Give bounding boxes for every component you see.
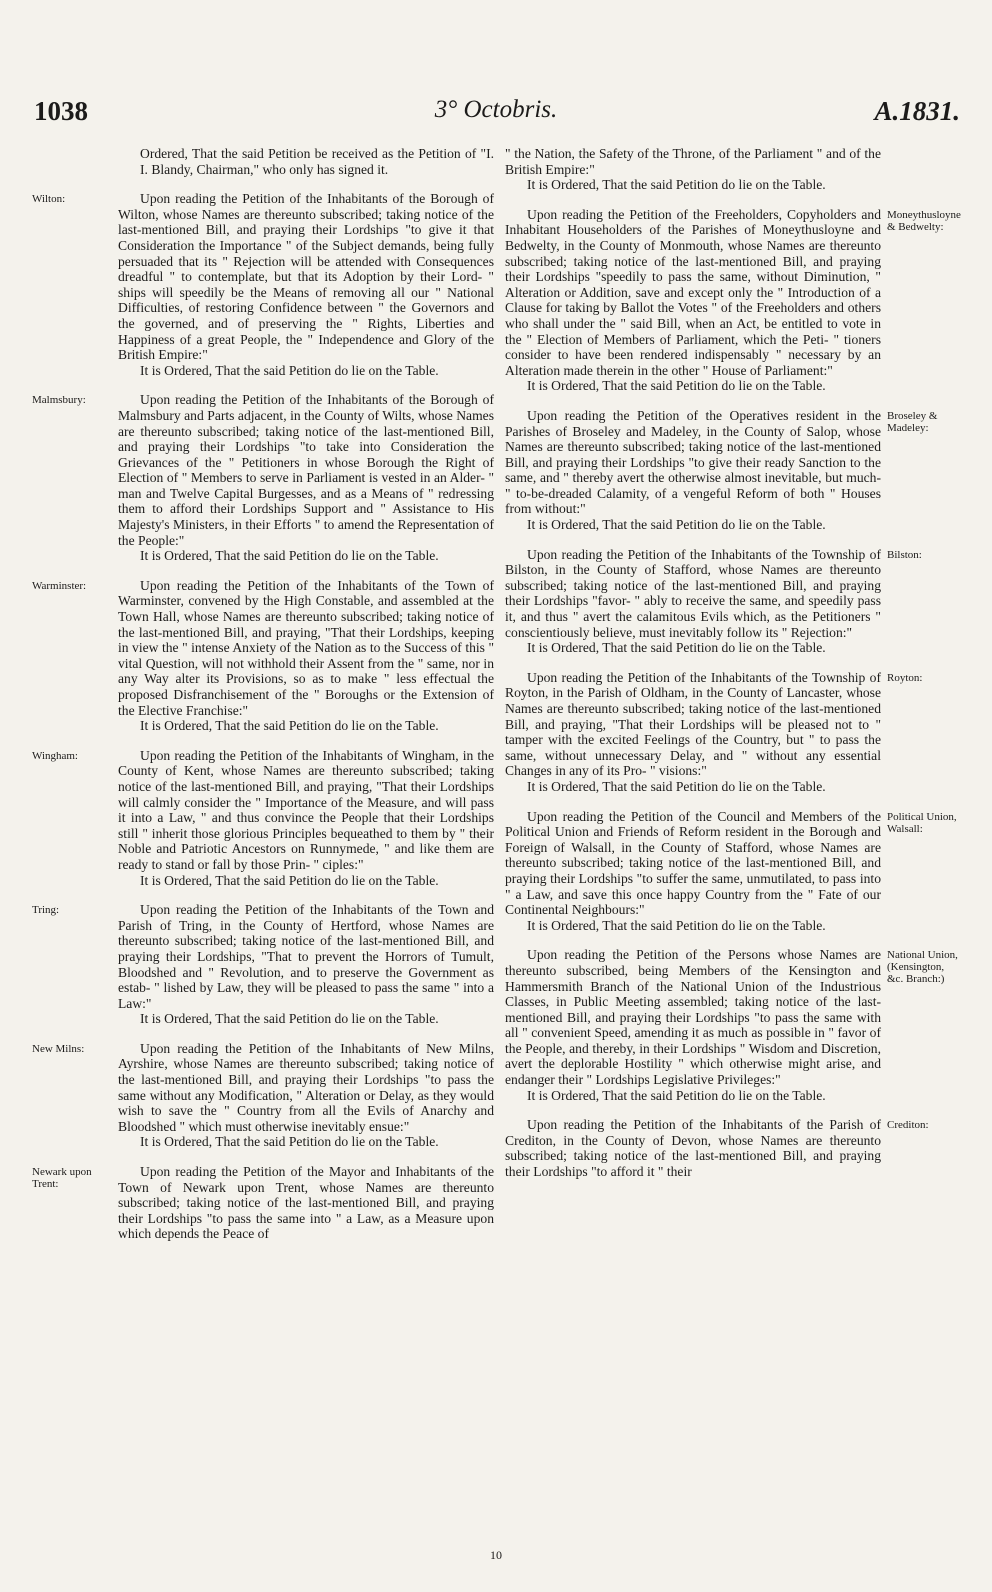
- margin-note: Bilston:: [887, 548, 922, 561]
- folio: 10: [490, 1548, 502, 1562]
- intro-text: Ordered, That the said Petition be received as the Petition of "I. I. Blandy, Chairman," who only has signed it.: [140, 146, 494, 177]
- petition-entry: [32, 392, 494, 564]
- margin-note: Newark upon Trent:: [32, 1166, 92, 1191]
- margin-note: New Milns:: [32, 1042, 85, 1055]
- margin-note: National Union, (Kensington, &c. Branch:): [887, 949, 958, 986]
- petition-entry: [505, 407, 938, 533]
- petition-text: Upon reading the Petition of the Inhabitants of the Town and Parish of Tring, in the County of Hertford, whose Names are thereunto subscribed; taking notice of the last-mentioned Bill, and praying their Lordships, "That to prevent the Horrors of Tumult, Bloodshed and " Revolution, and to preserve the Government as estab- " lished by Law, they will be pleased to pass the same " into a Law:": [118, 902, 494, 1011]
- page-header: [0, 96, 992, 136]
- intro-text: " the Nation, the Safety of the Throne, of the Parliament " and of the British Empire:": [505, 146, 881, 177]
- order-text: It is Ordered, That the said Petition do lie on the Table.: [527, 778, 826, 794]
- petition-entry: [505, 1117, 929, 1180]
- order-text: It is Ordered, That the said Petition do lie on the Table.: [527, 517, 826, 533]
- petition-entry: [505, 808, 957, 934]
- petition-text: Upon reading the Petition of the Persons whose Names are thereunto subscribed, being Members of the Kensington and Hammersmith Branch of the National Union of the Industrious Classes, in Public Meeting assembled; taking notice of the last-mentioned Bill, and praying their Lordships "to pass the same with all " convenient Speed, amending it as much as possible in " favor of the People, and thereby, in their Lordships " Wisdom and Discretion, avert the deplorable Hostility " which otherwise might arise, and endanger their " Lordships Legislative Privileges:": [505, 947, 881, 1088]
- order-text: It is Ordered, That the said Petition do lie on the Table.: [527, 917, 826, 933]
- page-number: 1038: [34, 96, 88, 126]
- petition-text: Upon reading the Petition of the Inhabitants of the Township of Royton, in the Parish of Oldham, in the County of Lancaster, whose Names are thereunto subscribed; taking notice of the last-mentioned Bill, and praying, "That their Lordships will be pleased not to " tamper with the excited Feelings of the Country, but " to pass the same, without unnecessary Delay, and " without any essential Changes in any of its Pro- " visions:": [505, 669, 881, 779]
- petition-text: Upon reading the Petition of the Inhabitants of Wingham, in the County of Kent, whose Names are thereunto subscribed; taking notice of the last-mentioned Bill, and praying, "That their Lordships will calmly consider the " Importance of the Measure, and will pass it into a Law, " and thus convince the People that their Lordships still " inherit those glorious Principles bequeathed to them by " their Noble and Patriotic Ancestors on Runnymede, " and like them are ready to stand or fall by those Prin- " ciples:": [118, 747, 494, 872]
- petition-entry: [505, 947, 958, 1103]
- petition-entry: [32, 747, 494, 888]
- right-column: [505, 146, 961, 1180]
- petition-entry: [505, 669, 923, 795]
- petition-text: Upon reading the Petition of the Inhabitants of the Township of Bilston, in the County of Stafford, whose Names are thereunto subscribed; taking notice of the last-mentioned Bill, and praying their Lordships "favor- " ably to receive the same, and speedily pass it, and thus " avert the calamitous Evils which, as the Petitioners " conscientiously believe, must inevitably follow its " Rejection:": [505, 546, 881, 640]
- petition-text: Upon reading the Petition of the Mayor and Inhabitants of the Town of Newark upon Trent, whose Names are thereunto subscribed; taking notice of the last-mentioned Bill, and praying their Lordships "to pass the same into " a Law, as a Measure upon which depends the Peace of: [118, 1164, 494, 1242]
- margin-note: Tring:: [32, 904, 60, 917]
- order-text: It is Ordered, That the said Petition do lie on the Table.: [527, 378, 826, 394]
- order-text: It is Ordered, That the said Petition do lie on the Table.: [140, 1011, 439, 1027]
- margin-note: Broseley & Madeley:: [887, 409, 938, 434]
- margin-note: Crediton:: [887, 1119, 929, 1132]
- order-text: It is Ordered, That the said Petition do lie on the Table.: [527, 640, 826, 656]
- margin-note: Warminster:: [32, 579, 87, 592]
- petition-entry: [32, 191, 494, 378]
- petition-entry: [32, 577, 494, 734]
- order-text: It is Ordered, That the said Petition do lie on the Table.: [140, 1134, 439, 1150]
- petition-entry: [32, 1040, 494, 1150]
- order-text: It is Ordered, That the said Petition do lie on the Table.: [527, 177, 826, 193]
- petition-entry: [32, 902, 494, 1027]
- petition-entry: [505, 546, 922, 656]
- petition-entry: [32, 1164, 494, 1242]
- margin-note: Malmsbury:: [32, 394, 86, 407]
- right-entries: [505, 206, 961, 1180]
- petition-entry: [505, 206, 961, 394]
- petition-text: Upon reading the Petition of the Inhabitants of the Town of Warminster, convened by the High Constable, and assembled at the Town Hall, whose Names are thereunto subscribed; taking notice of the last-mentioned Bill, and praying, "That their Lordships, keeping in view the " intense Anxiety of the Nation as to the Success of this " vital Question, will not withhold their Assent from the " same, nor in any Way alter its Provisions, so as to make " less effectual the proposed Disfranchisement of the " Boroughs or the Extension of the Elective Franchise:": [118, 577, 494, 718]
- margin-note: Political Union, Walsall:: [887, 810, 957, 835]
- petition-text: Upon reading the Petition of the Council and Members of the Political Union and Friends of Reform resident in the Borough and Foreign of Walsall, in the County of Stafford, whose Names are thereunto subscribed; taking notice of the last-mentioned Bill, and praying their Lordships "to suffer the same, unmutilated, to pass into " a Law, and save this once happy Country from the " Fate of our Continental Neighbours:": [505, 808, 881, 918]
- petition-text: Upon reading the Petition of the Inhabitants of the Parish of Crediton, in the County of Devon, whose Names are thereunto subscribed; taking notice of the last-mentioned Bill, and praying their Lordships "to afford it " their: [505, 1117, 881, 1180]
- year: A.1831.: [874, 96, 960, 126]
- order-text: It is Ordered, That the said Petition do lie on the Table.: [140, 872, 439, 888]
- order-text: It is Ordered, That the said Petition do lie on the Table.: [140, 362, 439, 378]
- left-entries: [32, 191, 494, 1242]
- order-text: It is Ordered, That the said Petition do lie on the Table.: [140, 548, 439, 564]
- petition-text: Upon reading the Petition of the Inhabitants of New Milns, Ayrshire, whose Names are thereunto subscribed; taking notice of the last-mentioned Bill, and praying their Lordships "to pass the same without any Modification, " Alteration or Delay, as they would wish to save the " Country from all the Evils of Anarchy and Bloodshed " which must otherwise inevitably ensue:": [118, 1040, 494, 1134]
- margin-note: Royton:: [887, 671, 923, 684]
- page-title: 3° Octobris.: [434, 96, 558, 123]
- margin-note: Moneythusloyne & Bedwelty:: [887, 208, 961, 233]
- margin-note: Wilton:: [32, 193, 66, 206]
- petition-text: Upon reading the Petition of the Inhabitants of the Borough of Malmsbury and Parts adjacent, in the County of Wilts, whose Names are thereunto subscribed; taking notice of the last-mentioned Bill, and praying their Lordships "to take into Consideration the Grievances of the " Petitioners in whose Borough the Right of Election of " Members to serve in Parliament is vested in an Alder- " man and Twelve Capital Burgesses, and as a Means of " redressing them to afford their Lordships Support and " Assistance to His Majesty's Ministers, in their Efforts " to amend the Representation of the People:": [118, 392, 494, 548]
- order-text: It is Ordered, That the said Petition do lie on the Table.: [527, 1087, 826, 1103]
- petition-text: Upon reading the Petition of the Freeholders, Copyholders and Inhabitant Householders of the Parishes of Moneythusloyne and Bedwelty, in the County of Monmouth, whose Names are thereunto subscribed; taking notice of the last-mentioned Bill, and praying their Lordships "speedily to pass the same, without Diminution, " Alteration or Addition, save and except only the " Introduction of a Clause for taking by Ballot the Votes " of the Freeholders and others who shall under the " said Bill, when an Act, be entitled to vote in the " Election of Members of Parliament, which the Peti- " tioners consider to have been rendered indispensably " necessary by an Alteration made therein in the other " House of Parliament:": [505, 206, 881, 378]
- petition-text: Upon reading the Petition of the Operatives resident in the Parishes of Broseley and Madeley, in the County of Salop, whose Names are thereunto subscribed; taking notice of the last-mentioned Bill, and praying their Lordships "to give their ready Sanction to the same, and " thereby avert the otherwise almost inevitable, but much- " to-be-dreaded Calamity, of a vengeful Reform of both " Houses from without:": [505, 407, 881, 517]
- left-column: [32, 146, 494, 1242]
- petition-text: Upon reading the Petition of the Inhabitants of the Borough of Wilton, whose Names are thereunto subscribed; taking notice of the last-mentioned Bill, and praying their Lordships "to give it that Consideration the Importance " of the Subject demands, being fully persuaded that its " Rejection will be attended with Consequences dreadful " to contemplate, but that its Adoption by their Lord- " ships will speedily be the Means of removing all our " National Difficulties, of restoring Confidence between " the Governors and the governed, and of preserving the " Rights, Liberties and Happiness of a great People, the " Independence and Glory of the British Empire:": [118, 191, 494, 363]
- order-text: It is Ordered, That the said Petition do lie on the Table.: [140, 718, 439, 734]
- margin-note: Wingham:: [32, 749, 78, 762]
